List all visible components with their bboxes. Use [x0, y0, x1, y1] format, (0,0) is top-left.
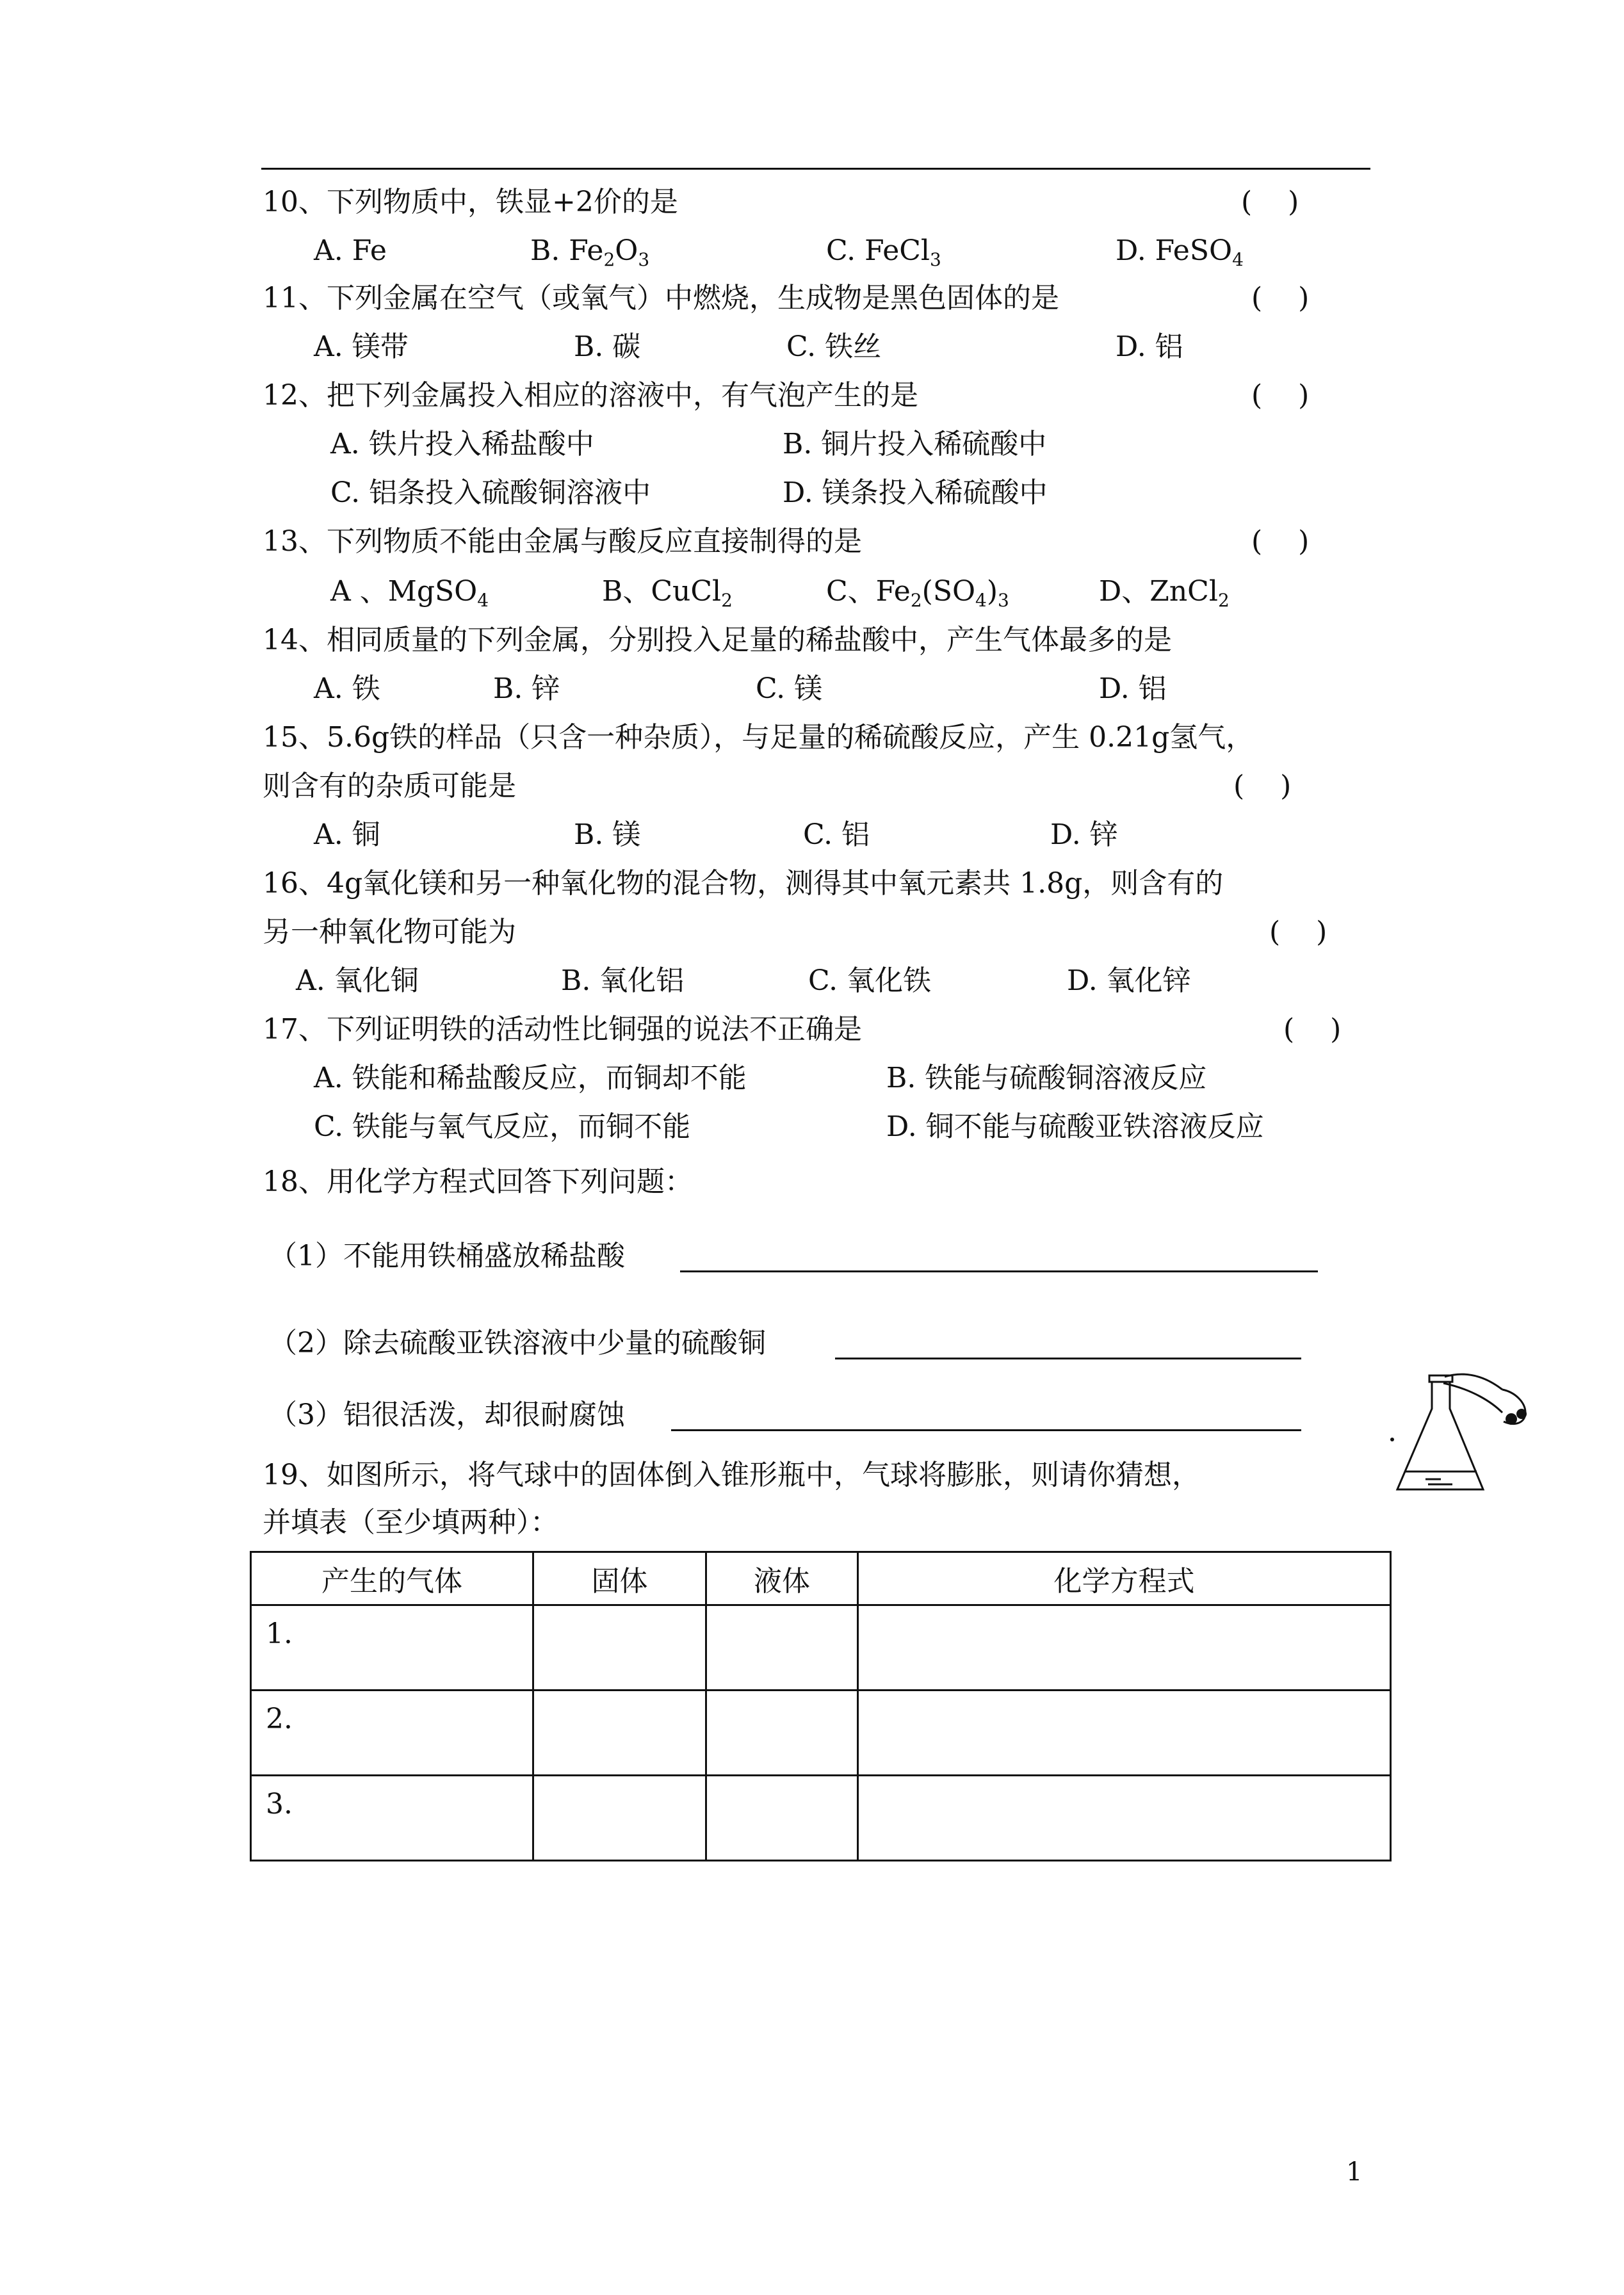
table-row: [251, 1605, 1391, 1691]
liquid-cell[interactable]: [706, 1605, 858, 1691]
header-liquid: 液体: [706, 1552, 858, 1605]
q17-answer-bracket: ( ): [1283, 1013, 1342, 1046]
q10-option-a: A. Fe: [314, 234, 387, 267]
q16-option-c: C. 氧化铁: [808, 964, 932, 997]
q13-option-a: A 、MgSO$_4$: [330, 575, 489, 611]
q16-option-d: D. 氧化锌: [1067, 964, 1191, 997]
page-number: 1: [1346, 2157, 1363, 2187]
solid-cell[interactable]: [533, 1691, 706, 1776]
equation-cell[interactable]: [858, 1605, 1391, 1691]
answer-table: [250, 1551, 1392, 1861]
q10-stem: 10、下列物质中，铁显+2价的是: [263, 186, 678, 218]
equation-cell[interactable]: [858, 1776, 1391, 1861]
q10-option-b: B. $Fe_2O_3$: [530, 234, 650, 270]
q17-stem: 17、下列证明铁的活动性比铜强的说法不正确是: [263, 1013, 862, 1046]
q18-part-2: （2）除去硫酸亚铁溶液中少量的硫酸铜: [269, 1327, 766, 1359]
q17-option-b: B. 铁能与硫酸铜溶液反应: [886, 1062, 1207, 1094]
q16-stem: 16、4g氧化镁和另一种氧化物的混合物，测得其中氧元素共 1.8g，则含有的: [263, 867, 1224, 900]
table-header-row: [251, 1552, 1391, 1605]
q11-option-b: B. 碳: [574, 330, 641, 363]
q11-option-a: A. 镁带: [314, 330, 409, 363]
q11-answer-bracket: ( ): [1251, 282, 1310, 314]
q13-option-b: B、CuCl$_2$: [602, 575, 733, 611]
q10-option-c: C. FeCl$_3$: [826, 234, 941, 270]
header-equation: 化学方程式: [858, 1552, 1391, 1605]
q14-option-a: A. 铁: [314, 672, 380, 705]
q18-stem: 18、用化学方程式回答下列问题：: [263, 1165, 693, 1198]
q12-option-b: B. 铜片投入稀硫酸中: [783, 428, 1047, 460]
header-gas: 产生的气体: [251, 1552, 533, 1605]
equation-cell[interactable]: [858, 1691, 1391, 1776]
q15-stem-cont: 则含有的杂质可能是: [263, 770, 516, 802]
q14-option-b: B. 锌: [493, 672, 560, 705]
q17-option-c: C. 铁能与氧气反应，而铜不能: [314, 1110, 691, 1143]
flask-with-balloon-icon: [1390, 1364, 1556, 1518]
q16-option-b: B. 氧化铝: [561, 964, 685, 997]
table-row: [251, 1691, 1391, 1776]
q19-stem-cont: 并填表（至少填两种）：: [263, 1506, 558, 1539]
q15-option-b: B. 镁: [574, 818, 641, 851]
q13-stem: 13、下列物质不能由金属与酸反应直接制得的是: [263, 525, 862, 558]
q15-option-a: A. 铜: [314, 818, 380, 851]
q15-option-d: D. 锌: [1050, 818, 1118, 851]
header-rule: [261, 168, 1370, 170]
q18-part-1: （1）不能用铁桶盛放稀盐酸: [269, 1240, 625, 1272]
q18-answer-line-2[interactable]: [835, 1358, 1301, 1359]
q12-answer-bracket: ( ): [1251, 379, 1310, 412]
q19-stem: 19、如图所示，将气球中的固体倒入锥形瓶中，气球将膨胀，则请你猜想，: [263, 1459, 1200, 1491]
q14-stem: 14、相同质量的下列金属，分别投入足量的稀盐酸中，产生气体最多的是: [263, 624, 1172, 656]
q13-answer-bracket: ( ): [1251, 525, 1310, 558]
liquid-cell[interactable]: [706, 1776, 858, 1861]
row-number[interactable]: 3.: [251, 1776, 533, 1861]
q14-option-c: C. 镁: [756, 672, 823, 705]
q18-part-3: （3）铝很活泼，却很耐腐蚀: [269, 1399, 625, 1431]
q12-option-d: D. 镁条投入稀硫酸中: [783, 476, 1048, 509]
header-solid: 固体: [533, 1552, 706, 1605]
q16-option-a: A. 氧化铜: [296, 964, 419, 997]
q12-stem: 12、把下列金属投入相应的溶液中，有气泡产生的是: [263, 379, 918, 412]
q11-option-c: C. 铁丝: [786, 330, 882, 363]
q12-option-c: C. 铝条投入硫酸铜溶液中: [330, 476, 651, 509]
q13-option-d: D、ZnCl$_2$: [1099, 575, 1230, 611]
row-number[interactable]: 1.: [251, 1605, 533, 1691]
q12-option-a: A. 铁片投入稀盐酸中: [330, 428, 594, 460]
q11-option-d: D. 铝: [1116, 330, 1183, 363]
q18-answer-line-3[interactable]: [671, 1429, 1301, 1431]
q11-stem: 11、下列金属在空气（或氧气）中燃烧，生成物是黑色固体的是: [263, 282, 1059, 314]
q17-option-d: D. 铜不能与硫酸亚铁溶液反应: [886, 1110, 1264, 1143]
q18-answer-line-1[interactable]: [680, 1270, 1318, 1272]
q10-answer-bracket: ( ): [1241, 186, 1299, 218]
liquid-cell[interactable]: [706, 1691, 858, 1776]
q13-option-c: C、$Fe_2(SO_4)_3$: [826, 575, 1009, 611]
row-number[interactable]: 2.: [251, 1691, 533, 1776]
table-row: [251, 1776, 1391, 1861]
q15-answer-bracket: ( ): [1233, 770, 1292, 802]
q10-option-d: D. FeSO$_4$: [1116, 234, 1244, 270]
solid-cell[interactable]: [533, 1776, 706, 1861]
q16-stem-cont: 另一种氧化物可能为: [263, 916, 516, 948]
q15-stem: 15、5.6g铁的样品（只含一种杂质），与足量的稀硫酸反应，产生 0.21g氢气，: [263, 721, 1255, 754]
q14-option-d: D. 铝: [1099, 672, 1167, 705]
q17-option-a: A. 铁能和稀盐酸反应，而铜却不能: [314, 1062, 747, 1094]
solid-cell[interactable]: [533, 1605, 706, 1691]
q16-answer-bracket: ( ): [1269, 916, 1328, 948]
q15-option-c: C. 铝: [803, 818, 870, 851]
